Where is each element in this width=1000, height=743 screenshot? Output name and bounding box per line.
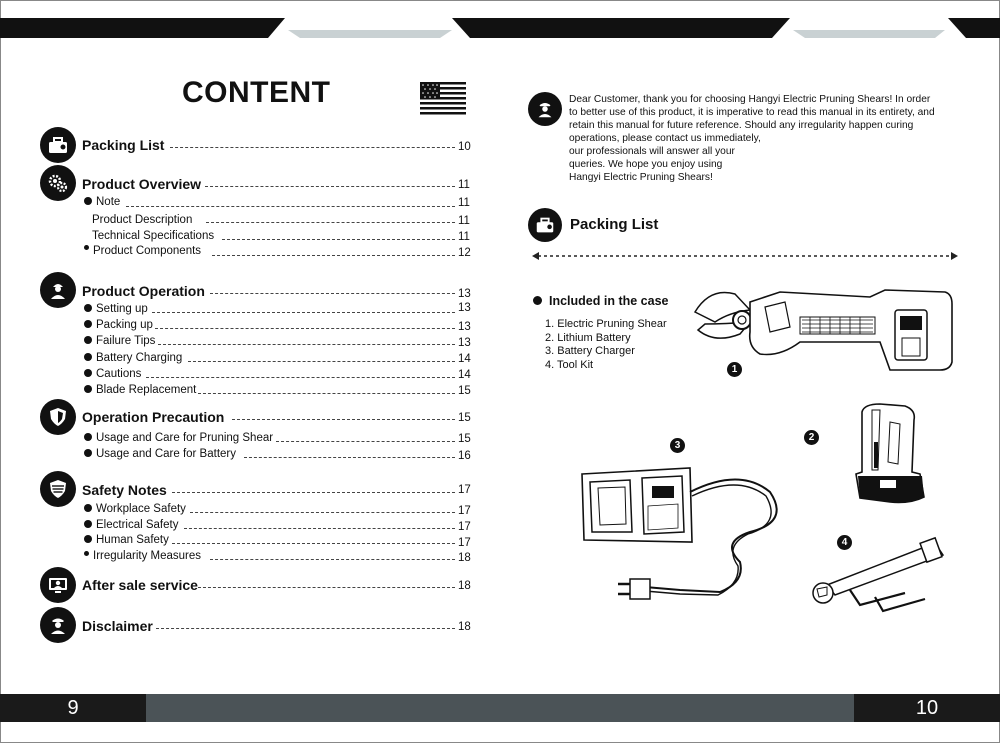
toc-page-number: 13 [458, 302, 471, 314]
toc-page-number: 14 [458, 353, 471, 365]
toolbox-icon [40, 127, 76, 163]
leader-line [222, 239, 455, 240]
toc-page-number: 11 [458, 197, 470, 209]
leader-line [276, 441, 455, 442]
toc-sub-usage-care-battery[interactable]: Usage and Care for Battery [84, 448, 236, 460]
leader-line [198, 393, 455, 394]
leader-line [210, 559, 455, 560]
toc-page-number: 13 [458, 288, 471, 300]
toc-heading-safety-notes[interactable]: Safety Notes [82, 482, 167, 498]
leader-line [244, 457, 455, 458]
toc-sub-note[interactable]: Note [84, 196, 120, 208]
intro-line: Hangyi Electric Pruning Shears! [569, 172, 713, 183]
intro-line: Dear Customer, thank you for choosing Hangyi Electric Pruning Shears! In order [569, 94, 931, 105]
list-item: 3. Battery Charger [545, 345, 635, 357]
toc-page-number: 17 [458, 484, 471, 496]
toc-sub-workplace-safety[interactable]: Workplace Safety [84, 503, 186, 515]
toc-sub-packing-up[interactable]: Packing up [84, 319, 153, 331]
leader-line [205, 186, 455, 187]
leader-line [198, 587, 455, 588]
toc-page-number: 15 [458, 433, 471, 445]
top-decorative-band [0, 0, 1000, 42]
toc-page-number: 15 [458, 412, 471, 424]
leader-line [152, 312, 455, 313]
support-icon [40, 567, 76, 603]
leader-line [126, 206, 455, 207]
toc-heading-product-overview[interactable]: Product Overview [82, 176, 202, 192]
item-number-badge: 4 [837, 535, 852, 550]
toc-page-number: 18 [458, 621, 471, 633]
leader-line [170, 147, 455, 148]
item-number-badge: 1 [727, 362, 742, 377]
shield-icon [40, 399, 76, 435]
toc-sub-setting-up[interactable]: Setting up [84, 303, 148, 315]
item-number-badge: 2 [804, 430, 819, 445]
section-title-packing-list: Packing List [570, 216, 659, 233]
leader-line [156, 628, 455, 629]
shield-check-icon [40, 471, 76, 507]
toolbox-icon [528, 208, 562, 242]
toc-sub-product-description[interactable]: Product Description [92, 214, 193, 226]
toc-page-number: 13 [458, 321, 471, 333]
included-items-list [545, 318, 667, 372]
leader-line [158, 344, 455, 345]
toc-sub-human-safety[interactable]: Human Safety [84, 534, 169, 546]
toc-page-number: 12 [458, 247, 471, 259]
toc-sub-cautions[interactable]: Cautions [84, 368, 141, 380]
leader-line [146, 377, 455, 378]
intro-line: to better use of this product, it is imperative to read this manual in its entirety, and [569, 107, 935, 118]
list-item: 1. Electric Pruning Shear [545, 318, 667, 330]
toc-heading-disclaimer[interactable]: Disclaimer [82, 618, 153, 634]
list-item: 2. Lithium Battery [545, 331, 631, 344]
leader-line [206, 222, 455, 223]
toc-page-number: 17 [458, 521, 471, 533]
leader-line [190, 512, 455, 513]
content-title: CONTENT [182, 76, 331, 109]
customer-service-icon [528, 92, 562, 126]
lithium-battery-illustration [850, 402, 940, 507]
leader-line [212, 255, 455, 256]
list-item: 4. Tool Kit [545, 358, 594, 371]
toc-page-number: 11 [458, 215, 470, 227]
intro-line: our professionals will answer all your [569, 146, 735, 157]
us-flag-icon [420, 82, 466, 115]
toc-sub-technical-specifications[interactable]: Technical Specifications [92, 230, 215, 242]
leader-line [172, 492, 455, 493]
gears-icon [40, 165, 76, 201]
page-number-right: 10 [854, 694, 1000, 722]
toc-page-number: 17 [458, 537, 471, 549]
toc-sub-battery-charging[interactable]: Battery Charging [84, 352, 182, 364]
toc-sub-failure-tips[interactable]: Failure Tips [84, 335, 155, 347]
toc-sub-electrical-safety[interactable]: Electrical Safety [84, 519, 178, 531]
intro-paragraph [569, 93, 949, 184]
page-number-left: 9 [0, 694, 146, 722]
leader-line [188, 361, 455, 362]
toc-page-number: 15 [458, 385, 471, 397]
footer-band [0, 694, 1000, 722]
toc-heading-packing-list[interactable]: Packing List [82, 137, 165, 153]
toc-heading-operation-precaution[interactable]: Operation Precaution [82, 409, 225, 425]
tool-kit-illustration [805, 535, 945, 620]
included-heading: Included in the case [533, 294, 668, 308]
toc-page-number: 13 [458, 337, 471, 349]
battery-charger-illustration [570, 462, 800, 607]
leader-line [232, 419, 455, 420]
item-number-badge: 3 [670, 438, 685, 453]
intro-line: queries. We hope you enjoy using [569, 159, 723, 170]
officer-icon [40, 607, 76, 643]
leader-line [172, 543, 455, 544]
toc-heading-product-operation[interactable]: Product Operation [82, 283, 205, 299]
toc-page-number: 11 [458, 231, 470, 243]
intro-line: retain this manual for future reference. Should any irregularity happen curing [569, 120, 914, 131]
toc-page-number: 11 [458, 179, 470, 191]
toc-sub-blade-replacement[interactable]: Blade Replacement [84, 384, 196, 396]
toc-sub-product-components[interactable]: Product Components [84, 245, 201, 257]
leader-line [184, 528, 455, 529]
toc-page-number: 18 [458, 580, 471, 592]
toc-page-number: 18 [458, 552, 471, 564]
toc-sub-irregularity-measures[interactable]: Irregularity Measures [84, 550, 201, 562]
toc-page-number: 17 [458, 505, 471, 517]
dashed-arrow-divider [532, 250, 958, 262]
toc-page-number: 16 [458, 450, 471, 462]
toc-sub-usage-care-pruning-shear[interactable]: Usage and Care for Pruning Shear [84, 432, 273, 444]
toc-page-number: 14 [458, 369, 471, 381]
toc-page-number: 10 [458, 141, 471, 153]
leader-line [155, 328, 455, 329]
toc-heading-after-sale-service[interactable]: After sale service [82, 577, 198, 593]
worker-icon [40, 272, 76, 308]
intro-line: operations, please contact us immediately, [569, 133, 761, 144]
leader-line [210, 293, 455, 294]
